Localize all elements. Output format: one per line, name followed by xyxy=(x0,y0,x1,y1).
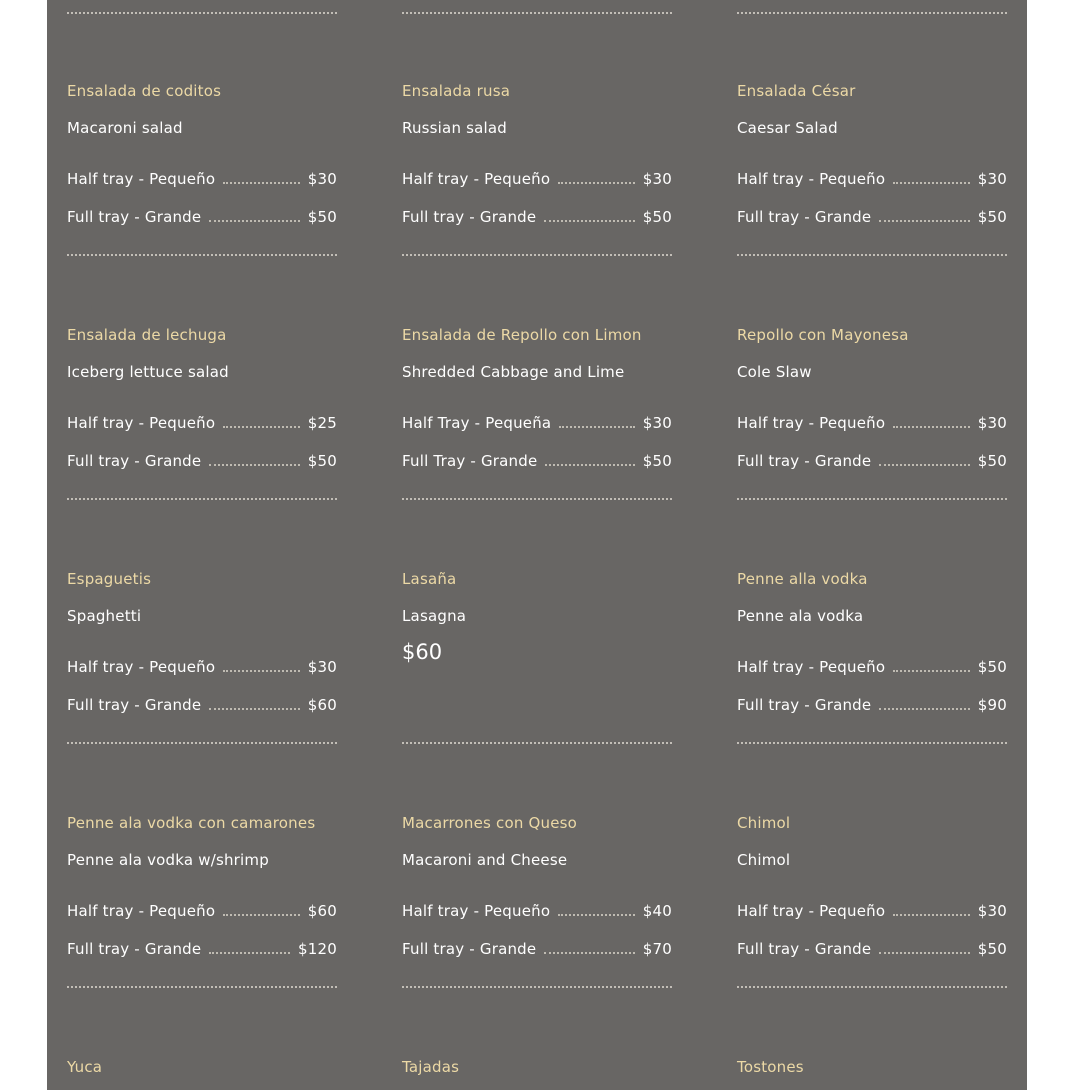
price-value: $30 xyxy=(642,170,672,188)
dot-leader xyxy=(893,424,970,428)
price-row-half-tray xyxy=(67,412,337,432)
price-row-full-tray xyxy=(67,206,337,226)
price-label: Full tray - Grande xyxy=(402,208,537,226)
price-value: $60 xyxy=(307,902,337,920)
price-row-full-tray xyxy=(737,206,1007,226)
price-value: $30 xyxy=(642,414,672,432)
dot-leader xyxy=(209,950,290,954)
menu-item xyxy=(402,986,672,1090)
price-label: Full Tray - Grande xyxy=(402,452,538,470)
price-row-half-tray xyxy=(402,412,672,432)
item-title-english: Russian salad xyxy=(402,119,508,137)
price-label: Full tray - Grande xyxy=(737,208,872,226)
dot-leader xyxy=(223,912,300,916)
item-title-english: Lasagna xyxy=(402,607,467,625)
dot-leader xyxy=(209,706,299,710)
menu-item xyxy=(67,498,337,742)
price-label: Full tray - Grande xyxy=(737,696,872,714)
dot-leader xyxy=(223,668,300,672)
menu-item xyxy=(67,10,337,254)
single-price: $60 xyxy=(402,640,443,664)
price-label: Full tray - Grande xyxy=(67,452,202,470)
price-row-half-tray xyxy=(737,168,1007,188)
dot-leader xyxy=(879,706,969,710)
price-row-full-tray xyxy=(402,938,672,958)
price-value: $30 xyxy=(977,170,1007,188)
item-title-spanish: Ensalada César xyxy=(737,82,856,100)
price-label: Half tray - Pequeño xyxy=(67,658,216,676)
price-value: $70 xyxy=(642,940,672,958)
menu-item xyxy=(402,254,672,498)
price-value: $30 xyxy=(307,170,337,188)
dot-leader xyxy=(879,950,969,954)
item-title-spanish: Ensalada de lechuga xyxy=(67,326,227,344)
price-value: $50 xyxy=(642,452,672,470)
item-title-english: Penne ala vodka w/shrimp xyxy=(67,851,269,869)
price-row-full-tray xyxy=(67,694,337,714)
item-title-english: Shredded Cabbage and Lime xyxy=(402,363,625,381)
price-value: $50 xyxy=(977,452,1007,470)
price-value: $90 xyxy=(977,696,1007,714)
item-title-english: Chimol xyxy=(737,851,791,869)
price-row-half-tray xyxy=(67,656,337,676)
price-row-full-tray xyxy=(737,450,1007,470)
item-title-spanish: Penne ala vodka con camarones xyxy=(67,814,316,832)
dot-leader xyxy=(559,424,634,428)
price-value: $40 xyxy=(642,902,672,920)
item-title-spanish: Tajadas xyxy=(402,1058,460,1076)
menu-item xyxy=(67,254,337,498)
price-label: Half tray - Pequeño xyxy=(737,658,886,676)
price-label: Half tray - Pequeño xyxy=(402,902,551,920)
item-title-english: Spaghetti xyxy=(67,607,142,625)
price-row-half-tray xyxy=(67,168,337,188)
item-title-english: Iceberg lettuce salad xyxy=(67,363,229,381)
item-title-english: Penne ala vodka xyxy=(737,607,864,625)
menu-item xyxy=(402,742,672,986)
price-row-half-tray xyxy=(402,168,672,188)
price-label: Half tray - Pequeño xyxy=(67,414,216,432)
item-title-spanish: Yuca xyxy=(67,1058,103,1076)
price-label: Full tray - Grande xyxy=(67,940,202,958)
dot-leader xyxy=(209,462,299,466)
price-row-half-tray xyxy=(737,900,1007,920)
dot-leader xyxy=(223,424,300,428)
price-label: Half tray - Pequeño xyxy=(67,170,216,188)
price-label: Half tray - Pequeño xyxy=(402,170,551,188)
item-title-spanish: Espaguetis xyxy=(67,570,152,588)
price-label: Half Tray - Pequeña xyxy=(402,414,552,432)
price-value: $50 xyxy=(977,940,1007,958)
menu-item xyxy=(67,986,337,1090)
item-title-spanish: Chimol xyxy=(737,814,791,832)
dot-leader xyxy=(544,218,634,222)
menu-item xyxy=(402,498,672,742)
dot-leader xyxy=(893,912,970,916)
item-title-english: Cole Slaw xyxy=(737,363,812,381)
item-title-spanish: Penne alla vodka xyxy=(737,570,868,588)
dot-leader xyxy=(544,950,634,954)
price-value: $30 xyxy=(307,658,337,676)
price-label: Half tray - Pequeño xyxy=(737,414,886,432)
price-value: $30 xyxy=(977,414,1007,432)
price-row-half-tray xyxy=(737,656,1007,676)
price-label: Half tray - Pequeño xyxy=(67,902,216,920)
price-row-full-tray xyxy=(67,938,337,958)
price-value: $25 xyxy=(307,414,337,432)
price-value: $50 xyxy=(642,208,672,226)
menu-item xyxy=(402,10,672,254)
price-value: $120 xyxy=(298,940,337,958)
dot-leader xyxy=(558,180,635,184)
price-value: $50 xyxy=(307,208,337,226)
dot-leader xyxy=(209,218,299,222)
item-title-spanish: Macarrones con Queso xyxy=(402,814,578,832)
dot-leader xyxy=(879,462,969,466)
price-label: Half tray - Pequeño xyxy=(737,170,886,188)
item-title-spanish: Tostones xyxy=(737,1058,804,1076)
price-label: Full tray - Grande xyxy=(402,940,537,958)
menu-item xyxy=(67,742,337,986)
menu-item xyxy=(737,10,1007,254)
dot-leader xyxy=(893,180,970,184)
item-title-english: Caesar Salad xyxy=(737,119,838,137)
price-label: Full tray - Grande xyxy=(67,696,202,714)
price-row-half-tray xyxy=(67,900,337,920)
item-title-english: Macaroni and Cheese xyxy=(402,851,568,869)
price-row-half-tray xyxy=(402,900,672,920)
price-row-full-tray xyxy=(402,206,672,226)
price-label: Full tray - Grande xyxy=(67,208,202,226)
menu-item xyxy=(737,742,1007,986)
menu-item xyxy=(737,498,1007,742)
item-title-spanish: Ensalada de Repollo con Limon xyxy=(402,326,642,344)
item-title-spanish: Lasaña xyxy=(402,570,457,588)
dot-leader xyxy=(879,218,969,222)
item-title-english: Macaroni salad xyxy=(67,119,183,137)
menu-panel xyxy=(47,0,1027,1090)
price-row-full-tray xyxy=(737,694,1007,714)
price-row-full-tray xyxy=(67,450,337,470)
price-label: Full tray - Grande xyxy=(737,452,872,470)
item-title-spanish: Ensalada rusa xyxy=(402,82,511,100)
price-value: $50 xyxy=(977,658,1007,676)
price-row-full-tray xyxy=(737,938,1007,958)
dot-leader xyxy=(545,462,634,466)
price-value: $50 xyxy=(977,208,1007,226)
price-row-full-tray xyxy=(402,450,672,470)
item-title-spanish: Ensalada de coditos xyxy=(67,82,222,100)
price-value: $60 xyxy=(307,696,337,714)
dot-leader xyxy=(223,180,300,184)
menu-item xyxy=(737,254,1007,498)
price-value: $50 xyxy=(307,452,337,470)
item-title-spanish: Repollo con Mayonesa xyxy=(737,326,909,344)
price-label: Full tray - Grande xyxy=(737,940,872,958)
dot-leader xyxy=(893,668,970,672)
dot-leader xyxy=(558,912,635,916)
menu-item xyxy=(737,986,1007,1090)
price-value: $30 xyxy=(977,902,1007,920)
price-row-half-tray xyxy=(737,412,1007,432)
price-label: Half tray - Pequeño xyxy=(737,902,886,920)
